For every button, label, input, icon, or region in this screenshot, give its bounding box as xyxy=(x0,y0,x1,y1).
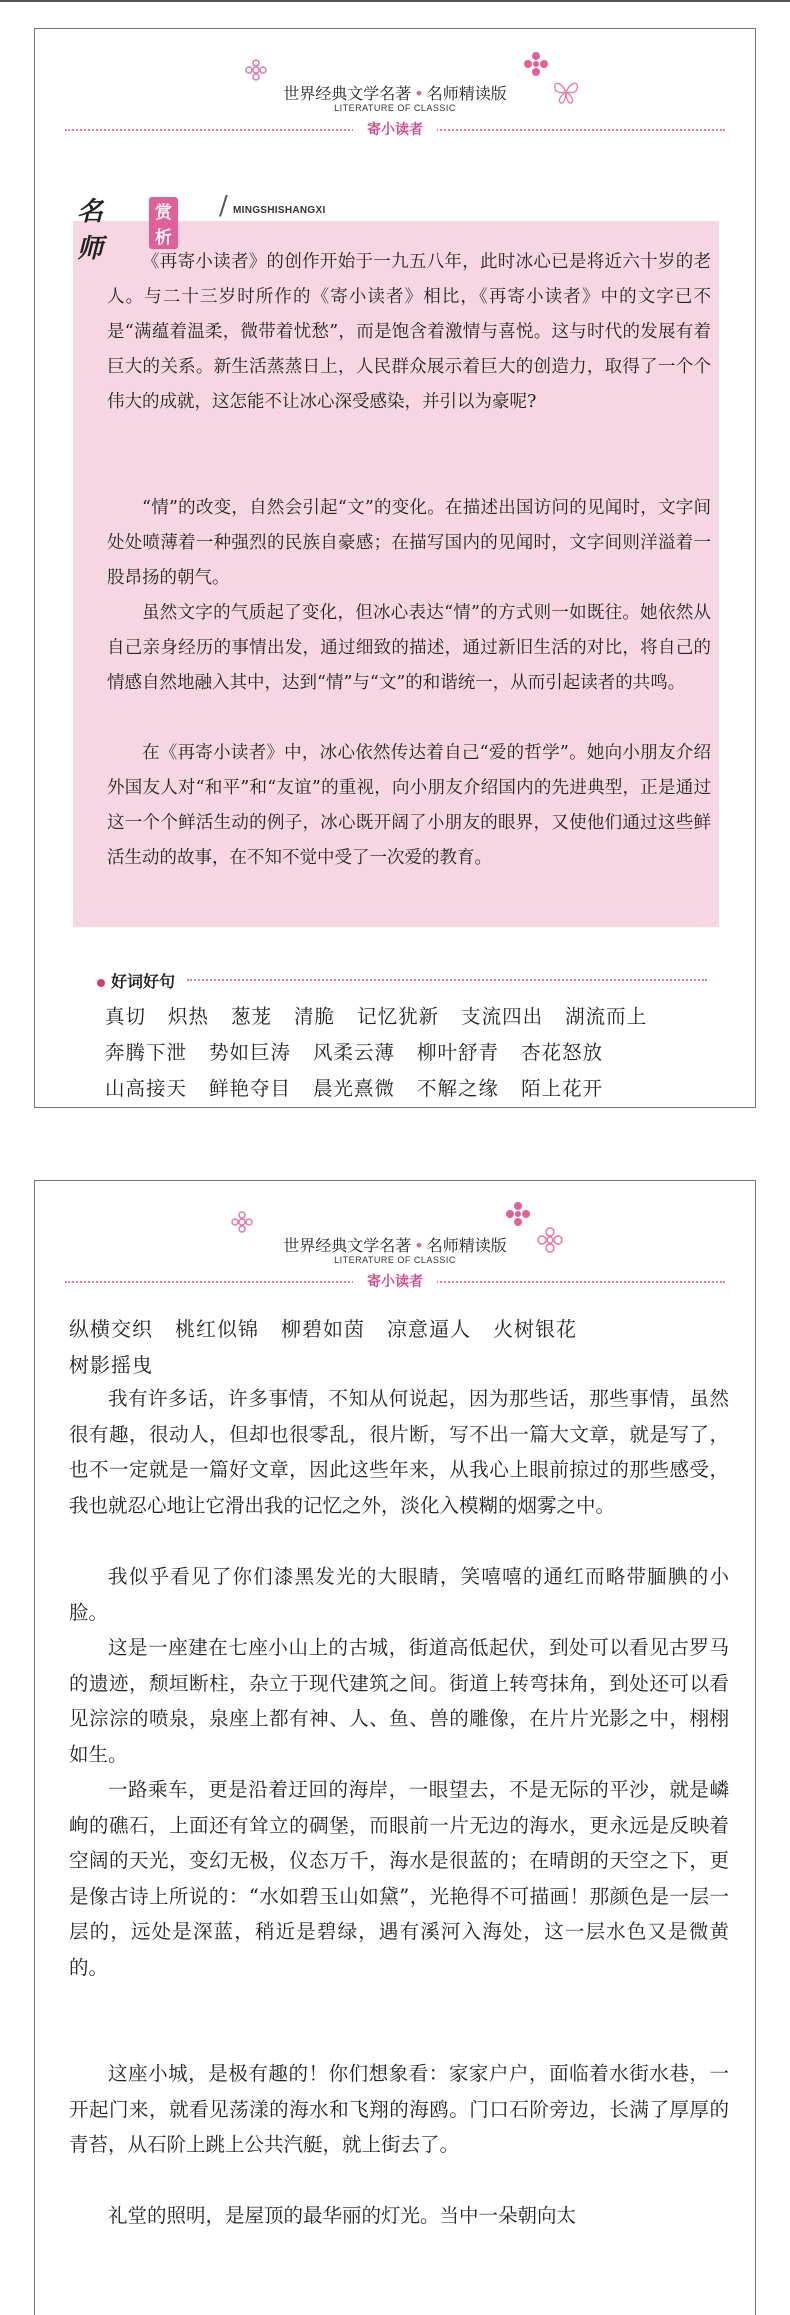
body-paragraph: 这是一座建在七座小山上的古城，街道高低起伏，到处可以看见古罗马的遗迹，颓垣断柱，杂立于现代建筑之间。街道上转弯抹角，到处还可以看见淙淙的喷泉，泉座上都有神、人、鱼、兽的雕像，在片片光影之中，栩栩如生。 xyxy=(69,1636,729,1766)
series-name: 世界经典文学名著 xyxy=(283,84,412,103)
word-item: 柳叶舒青 xyxy=(417,1041,500,1064)
page-1 xyxy=(34,28,756,1108)
words-row xyxy=(105,1073,625,1101)
word-item: 山高接天 xyxy=(105,1077,188,1100)
analysis-paragraph: “情”的改变，自然会引起“文”的变化。在描述出国访问的见闻时，文字间处处喷薄着一种强烈的民族自豪感；在描写国内的见闻时，文字间则洋溢着一股昂扬的朝气。 xyxy=(107,498,711,588)
word-item: 桃红似锦 xyxy=(175,1317,259,1341)
badge-divider: / xyxy=(219,191,228,221)
flower-icon xyxy=(231,1211,253,1233)
series-name: 世界经典文学名著 xyxy=(283,1236,412,1255)
word-item: 火树银花 xyxy=(493,1317,577,1341)
body-paragraph: 礼堂的照明，是屋顶的最华丽的灯光。当中一朵朝向太 xyxy=(108,2204,577,2227)
book-title: 寄小读者 xyxy=(353,119,437,139)
top-rule xyxy=(0,0,790,2)
edition-label: 名师精读版 xyxy=(426,84,507,103)
body-paragraph: 我似乎看见了你们漆黑发光的大眼睛，笑嘻嘻的通红而略带腼腆的小脸。 xyxy=(69,1565,729,1624)
word-item: 纵横交织 xyxy=(69,1317,153,1341)
page-header xyxy=(35,29,755,149)
body-paragraph: 这座小城，是极有趣的！你们想象看：家家户户，面临着水街水巷，一开起门来，就看见荡漾的海水和飞翔的海鸥。门口石阶旁边，长满了厚厚的青苔，从石阶上跳上公共汽艇，就上街去了。 xyxy=(69,2062,729,2156)
word-item: 湖流而上 xyxy=(565,1005,648,1028)
word-item: 记忆犹新 xyxy=(357,1005,440,1028)
word-item: 凉意逼人 xyxy=(387,1317,471,1341)
word-item: 陌上花开 xyxy=(521,1077,604,1100)
word-item: 真切 xyxy=(105,1005,147,1028)
word-item: 杏花怒放 xyxy=(521,1041,604,1064)
word-item: 鲜艳夺目 xyxy=(209,1077,292,1100)
word-item: 势如巨涛 xyxy=(209,1041,292,1064)
words-title-text: 好词好句 xyxy=(111,972,176,991)
body-paragraph: 我有许多话，许多事情，不知从何说起，因为那些话，那些事情，虽然很有趣，很动人，但却也很零乱，很片断，写不出一篇大文章，就是写了，也不一定就是一篇好文章，因此这些年来，从我心上眼前掠过的那些感受，我也就忍心地让它滑出我的记忆之外，淡化入模糊的烟雾之中。 xyxy=(69,1387,729,1517)
word-item: 晨光熹微 xyxy=(313,1077,396,1100)
word-item: 奔腾下泄 xyxy=(105,1041,188,1064)
series-subtitle: LITERATURE OF CLASSIC xyxy=(334,1255,456,1265)
series-subtitle: LITERATURE OF CLASSIC xyxy=(334,103,456,113)
analysis-paragraph: 虽然文字的气质起了变化，但冰心表达“情”的方式则一如既往。她依然从自己亲身经历的事情出发，通过细致的描述，通过新旧生活的对比，将自己的情感自然地融入其中，达到“情”与“文”的和谐统一，从而引起读者的共鸣。 xyxy=(107,603,711,693)
badge-label-main: 名师 xyxy=(77,197,104,264)
words-row xyxy=(69,1349,175,1378)
analysis-paragraph: 《再寄小读者》的创作开始于一九五八年，此时冰心已是将近六十岁的老人。与二十三岁时所作的《寄小读者》相比，《再寄小读者》中的文字已不是“满蕴着温柔，微带着忧愁”，而是饱含着激情与喜悦。这与时代的发展有着巨大的关系。新生活蒸蒸日上，人民群众展示着巨大的创造力，取得了一个个伟大的成就，这怎能不让冰心深受感染，并引以为豪呢? xyxy=(107,252,711,412)
book-title: 寄小读者 xyxy=(353,1271,437,1291)
flower-icon xyxy=(505,1201,531,1227)
bullet-icon xyxy=(97,979,105,987)
body-paragraph: 一路乘车，更是沿着迂回的海岸，一眼望去，不是无际的平沙，就是嶙峋的礁石，上面还有耸立的碉堡，而眼前一片无边的海水，更永远是反映着空阔的天光，变幻无极，仪态万千，海水是很蓝的；在晴朗的天空之下，更是像古诗上所说的：“水如碧玉山如黛”，光艳得不可描画！那颜色是一层一层的，远处是深蓝，稍近是碧绿，遇有溪河入海处，这一层水色又是微黄的。 xyxy=(69,1778,729,1979)
series-title: 世界经典文学名著 • 名师精读版 xyxy=(283,1236,507,1255)
words-row xyxy=(69,1313,599,1342)
edition-label: 名师精读版 xyxy=(426,1236,507,1255)
words-row xyxy=(105,1001,669,1029)
badge-pinyin: MINGSHISHANGXI xyxy=(233,205,326,216)
flower-icon xyxy=(523,51,549,77)
word-item: 不解之缘 xyxy=(417,1077,500,1100)
series-title: 世界经典文学名著 • 名师精读版 xyxy=(283,84,507,103)
flower-icon xyxy=(245,59,267,81)
badge-label-accent: 赏析 xyxy=(149,197,178,249)
words-section-title xyxy=(97,969,175,992)
word-item: 风柔云薄 xyxy=(313,1041,396,1064)
word-item: 柳碧如茵 xyxy=(281,1317,365,1341)
word-item: 葱茏 xyxy=(231,1005,273,1028)
word-item: 支流四出 xyxy=(461,1005,544,1028)
analysis-paragraph: 在《再寄小读者》中，冰心依然传达着自己“爱的哲学”。她向小朋友介绍外国友人对“和平”和“友谊”的重视，向小朋友介绍国内的先进典型，正是通过这一个个鲜活生动的例子，冰心既开阔了小朋友的眼界，又使他们通过这些鲜活生动的故事，在不知不觉中受了一次爱的教育。 xyxy=(107,743,711,868)
words-divider xyxy=(187,979,707,981)
word-item: 树影摇曳 xyxy=(69,1353,153,1377)
page-2 xyxy=(34,1180,756,2315)
word-item: 清脆 xyxy=(294,1005,336,1028)
word-item: 炽热 xyxy=(168,1005,210,1028)
page-header xyxy=(35,1181,755,1301)
words-row xyxy=(105,1037,625,1065)
